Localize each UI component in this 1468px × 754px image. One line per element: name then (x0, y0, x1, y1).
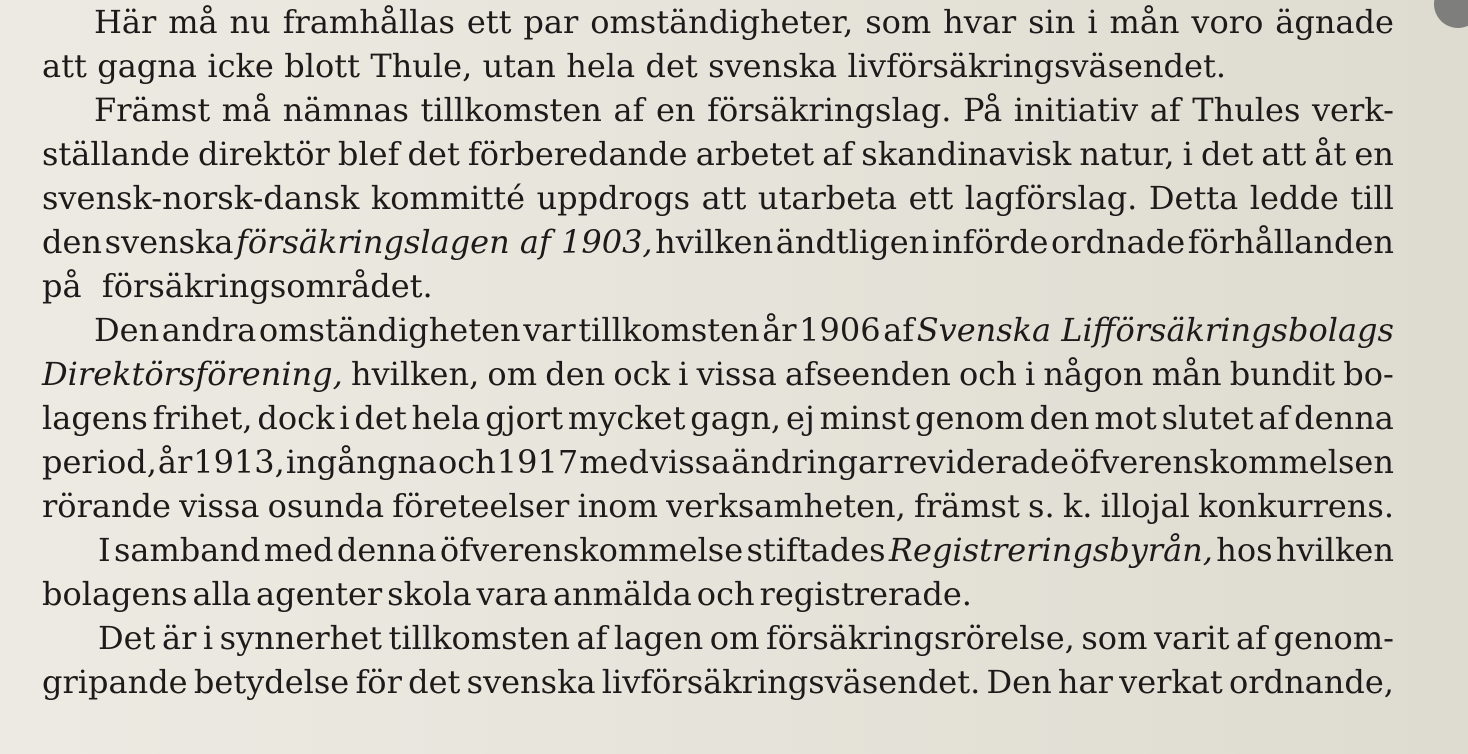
word: Detta (1148, 179, 1239, 217)
word: lagförslag. (964, 179, 1138, 217)
word: genom (914, 399, 1025, 437)
word: par (523, 3, 579, 41)
word: i (1024, 355, 1036, 393)
text-line-4 (42, 132, 1394, 176)
word: må (221, 91, 272, 129)
text-line-7 (42, 264, 433, 308)
word: den (545, 355, 606, 393)
word: framhållas (282, 3, 455, 41)
word: sin (1028, 3, 1076, 41)
word: ordnade (1051, 223, 1186, 261)
word: alla (192, 575, 252, 613)
word: minst (819, 399, 911, 437)
word: denna (1294, 399, 1394, 437)
text-line-5 (42, 176, 1394, 220)
word: hela (411, 399, 481, 437)
word: Thule, (370, 47, 473, 85)
word: registrerade. (759, 575, 972, 613)
word: tillkomsten (388, 619, 570, 657)
word: voro (1191, 3, 1264, 41)
word: nämnas (282, 91, 409, 129)
word: ställande (42, 135, 190, 173)
word: år (762, 311, 797, 349)
word: af (613, 91, 645, 129)
word: öfverenskommelsen (1070, 443, 1394, 481)
word: Här (94, 3, 157, 41)
word: arbetet (695, 135, 815, 173)
word: vissa (179, 487, 260, 525)
word: k. (1062, 487, 1093, 525)
word: ordnande, (1229, 663, 1394, 701)
word: agenter (256, 575, 383, 613)
word: samband (113, 531, 261, 569)
word: stiftades (746, 531, 886, 569)
word: uppdrogs (536, 179, 691, 217)
word: hvar (943, 3, 1017, 41)
word: ändringar (731, 443, 893, 481)
word: det (407, 135, 460, 173)
word: på (42, 267, 82, 305)
text-line-3 (94, 88, 1394, 132)
word: kommitté (370, 179, 526, 217)
word: ett (908, 179, 954, 217)
word: initiativ (1013, 91, 1139, 129)
word: hos (1216, 531, 1273, 569)
word: vissa (649, 443, 731, 481)
word: en (655, 91, 696, 129)
word: tillkomsten (578, 311, 760, 349)
word: livförsäkringsväsendet. (847, 47, 1226, 85)
word: må (168, 3, 218, 41)
text-line-12 (42, 484, 1394, 528)
word: 1917 (496, 443, 579, 481)
word: direktör (198, 135, 330, 173)
word: Främst (94, 91, 211, 129)
word: hvilken (1275, 531, 1394, 569)
text-line-8 (94, 308, 1394, 352)
text-line-1 (94, 0, 1394, 44)
word: genom- (1273, 619, 1394, 657)
word: gripande (42, 663, 188, 701)
word: verk- (1311, 91, 1394, 129)
word: det (645, 47, 698, 85)
word: På (962, 91, 1003, 129)
word: ingångna (285, 443, 437, 481)
word: Det (98, 619, 156, 657)
word: mycket (567, 399, 686, 437)
word: af (1258, 399, 1290, 437)
word: försäkringsrörelse, (765, 619, 1075, 657)
word: införde (931, 223, 1049, 261)
word: verksamheten, (666, 487, 906, 525)
word: livförsäkringsväsendet. (601, 663, 981, 701)
word: bundit (1229, 355, 1336, 393)
word: för (355, 663, 402, 701)
word: ägnade (1275, 3, 1394, 41)
word: någon (1043, 355, 1144, 393)
word: i (202, 619, 214, 657)
word: af (822, 135, 854, 173)
word: frihet, (152, 399, 253, 437)
word: reviderade (893, 443, 1070, 481)
text-line-15 (98, 616, 1394, 660)
word: period, (42, 443, 157, 481)
word: betydelse (193, 663, 350, 701)
word: öfverenskommelse (439, 531, 744, 569)
text-line-6 (42, 220, 1394, 264)
word: dock (257, 399, 335, 437)
word: skola (387, 575, 472, 613)
word: i (1087, 3, 1098, 41)
word: blef (337, 135, 400, 173)
italic-title: försäkringslagen af 1903, (236, 223, 653, 261)
text-line-13 (98, 528, 1394, 572)
word: hvilken, (350, 355, 480, 393)
word: natur, (1079, 135, 1175, 173)
word: ett (466, 3, 512, 41)
word: lagens (42, 399, 148, 437)
word: tillkomsten (420, 91, 602, 129)
word: anmälda (552, 575, 692, 613)
word: gjort (485, 399, 564, 437)
word: den (1029, 399, 1090, 437)
text-line-10 (42, 396, 1394, 440)
word: gagna (97, 47, 197, 85)
text-line-14 (42, 572, 972, 616)
word: omständigheter, (590, 3, 854, 41)
word: illojal (1100, 487, 1190, 525)
word: i (339, 399, 350, 437)
word: om (709, 619, 760, 657)
word: vara (476, 575, 549, 613)
word: Den (986, 663, 1052, 701)
word: den (42, 223, 103, 261)
word: utan (482, 47, 556, 85)
word: att (701, 179, 747, 217)
word: inom (577, 487, 658, 525)
word: svenska (466, 663, 596, 701)
word: år (157, 443, 193, 481)
word: Thules (1192, 91, 1301, 129)
word: det (354, 399, 407, 437)
word: af (883, 311, 915, 349)
word: af (1149, 91, 1181, 129)
word: om (487, 355, 538, 393)
word: ock (613, 355, 670, 393)
word: blott (284, 47, 360, 85)
word: denna (336, 531, 437, 569)
word: bo- (1343, 355, 1394, 393)
word: åt (1314, 135, 1347, 173)
text-line-11 (42, 440, 1394, 484)
text-line-16 (42, 660, 1394, 704)
word: svenska (104, 223, 234, 261)
word: förberedande (467, 135, 688, 173)
word: synnerhet (219, 619, 383, 657)
word: och (696, 575, 755, 613)
word: hela (566, 47, 636, 85)
word: svensk-norsk-dansk (42, 179, 360, 217)
word: ej (785, 399, 815, 437)
word: lagen (613, 619, 704, 657)
word: Den (94, 311, 160, 349)
word: konkurrens. (1198, 487, 1394, 525)
word: omständigheten (258, 311, 521, 349)
italic-title: Registreringsbyrån, (888, 531, 1213, 569)
word: företeelser (392, 487, 570, 525)
word: i (678, 355, 689, 393)
word: försäkringslag. (707, 91, 952, 129)
word: nu (229, 3, 271, 41)
word: är (161, 619, 197, 657)
word: utarbeta (757, 179, 898, 217)
italic-title: Svenska Lifförsäkringsbolags (916, 311, 1394, 349)
word: hvilken (655, 223, 774, 261)
word: ändtligen (775, 223, 930, 261)
word: främst (913, 487, 1020, 525)
text-line-9 (42, 352, 1394, 396)
word: af (576, 619, 608, 657)
text-line-2 (42, 44, 1226, 88)
word: 1913, (193, 443, 285, 481)
word: mot (1094, 399, 1157, 437)
word: en (1354, 135, 1394, 173)
word: mån (1151, 355, 1222, 393)
word: med (579, 443, 649, 481)
word: I (98, 531, 111, 569)
word: icke (207, 47, 274, 85)
corner-button[interactable] (1434, 0, 1468, 28)
word: har (1057, 663, 1113, 701)
word: och (437, 443, 496, 481)
word: mån (1109, 3, 1180, 41)
word: varit (1153, 619, 1230, 657)
word: som (865, 3, 932, 41)
word: s. (1028, 487, 1055, 525)
word: och (959, 355, 1017, 393)
word: att (1261, 135, 1307, 173)
word: afseenden (784, 355, 951, 393)
word: med (263, 531, 334, 569)
word: rörande (42, 487, 171, 525)
word: till (1350, 179, 1394, 217)
word: af (1236, 619, 1267, 657)
word: osunda (267, 487, 385, 525)
word: andra (161, 311, 257, 349)
word: vissa (696, 355, 777, 393)
word: ledde (1249, 179, 1339, 217)
word: verkat (1119, 663, 1223, 701)
word: det (1200, 135, 1254, 173)
word: som (1081, 619, 1148, 657)
word: svenska (708, 47, 838, 85)
word: bolagens (42, 575, 188, 613)
word: försäkringsområdet. (101, 267, 433, 305)
word: förhållanden (1187, 223, 1394, 261)
word: 1906 (799, 311, 881, 349)
word: att (42, 47, 87, 85)
word: slutet (1161, 399, 1254, 437)
word: skandinavisk (861, 135, 1072, 173)
word: det (408, 663, 461, 701)
word: gagn, (690, 399, 782, 437)
italic-title: Direktörsförening, (42, 355, 343, 393)
word: var (523, 311, 576, 349)
word: i (1182, 135, 1193, 173)
